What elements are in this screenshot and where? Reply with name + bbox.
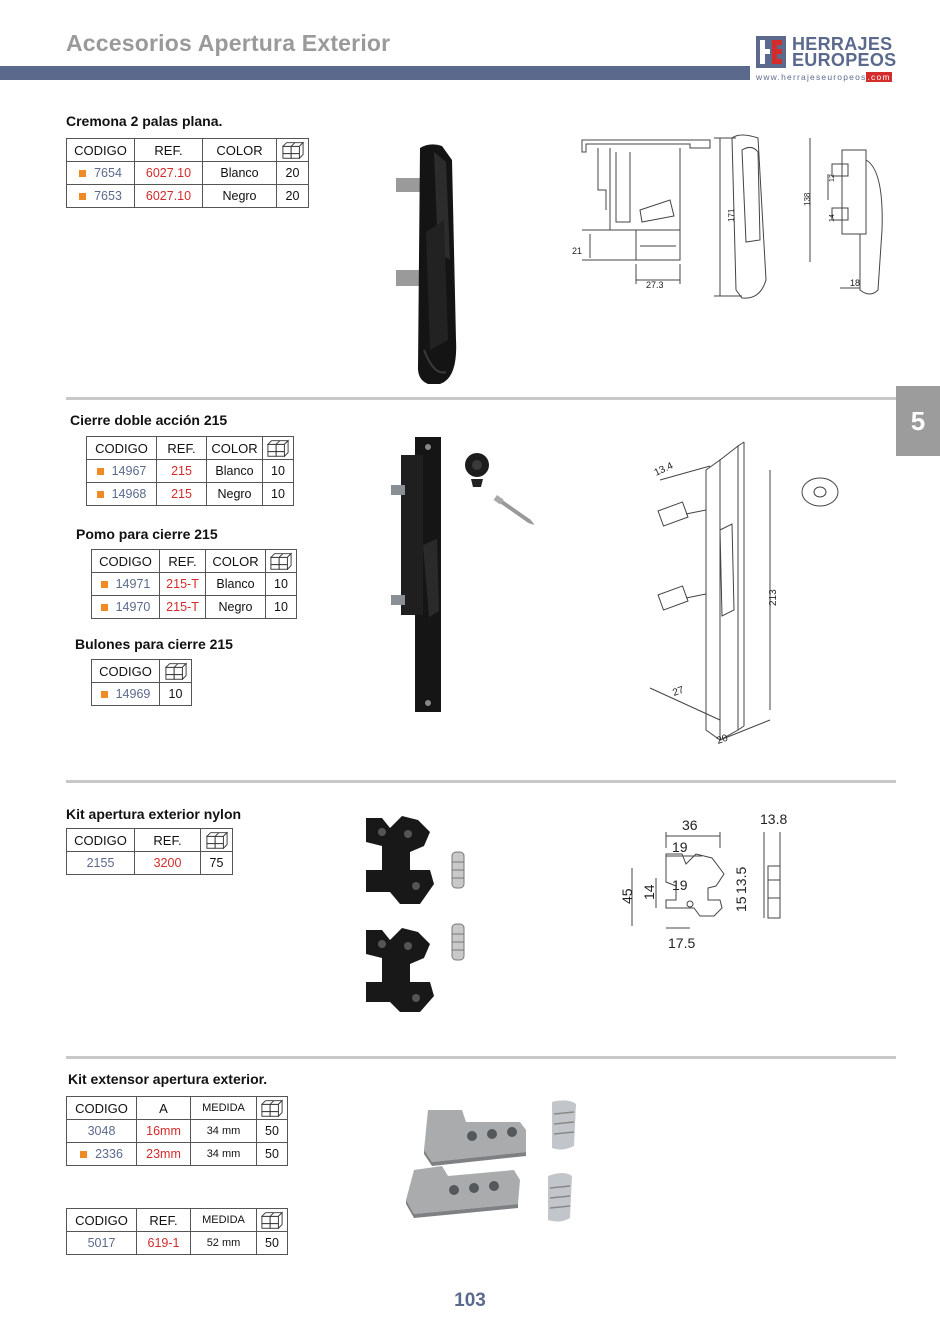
dim-label: 21 — [572, 246, 583, 256]
brand-logo-icon — [756, 36, 786, 68]
cell-ref: 215-T — [160, 596, 206, 619]
package-icon — [282, 140, 304, 160]
cremona-technical-drawing — [570, 130, 900, 305]
col-header-color: COLOR — [203, 139, 277, 162]
cell-codigo: 3048 — [67, 1120, 137, 1143]
cremona-handle-photo — [390, 140, 470, 390]
cell-codigo: 2336 — [67, 1143, 137, 1166]
bullet-icon — [97, 468, 104, 475]
section-title-kit-nylon: Kit apertura exterior nylon — [66, 806, 242, 822]
table-kit-extensor-2 — [66, 1208, 288, 1255]
cell-color: Negro — [206, 596, 266, 619]
col-header-qty — [266, 550, 297, 573]
dim-label: 14 — [641, 884, 657, 900]
col-header-color: COLOR — [207, 437, 263, 460]
col-header-qty — [263, 437, 294, 460]
dim-label: 14 — [829, 214, 836, 222]
bullet-icon — [101, 581, 108, 588]
cell-qty: 20 — [277, 185, 309, 208]
dim-label: 213 — [768, 589, 779, 606]
col-header-codigo: CODIGO — [67, 1097, 137, 1120]
section-title-bulones: Bulones para cierre 215 — [75, 636, 233, 652]
col-header-ref: REF. — [160, 550, 206, 573]
section-divider — [66, 397, 896, 400]
cell-qty: 75 — [201, 852, 233, 875]
table-row — [87, 460, 294, 483]
package-icon — [261, 1098, 283, 1118]
table-bulones — [91, 659, 192, 706]
cell-codigo: 14967 — [87, 460, 157, 483]
cell-qty: 20 — [277, 162, 309, 185]
cell-color: Blanco — [207, 460, 263, 483]
section-title-kit-extensor: Kit extensor apertura exterior. — [68, 1071, 268, 1087]
cell-qty: 10 — [160, 683, 192, 706]
cell-ref: 215-T — [160, 573, 206, 596]
col-header-codigo: CODIGO — [92, 550, 160, 573]
dim-label: 12 — [829, 174, 836, 182]
section-title-pomo: Pomo para cierre 215 — [76, 526, 218, 542]
cell-qty: 10 — [263, 483, 294, 506]
brand-name-line1: HERRAJES — [792, 34, 893, 54]
dim-label: 138 — [803, 192, 812, 206]
section-title-cremona: Cremona 2 palas plana. — [66, 113, 223, 129]
table-row — [67, 852, 233, 875]
cell-ref: 6027.10 — [135, 162, 203, 185]
package-icon — [261, 1210, 283, 1230]
table-row — [67, 185, 309, 208]
dim-label: 15 — [733, 896, 749, 912]
col-header-ref: REF. — [135, 139, 203, 162]
cell-qty: 50 — [257, 1232, 288, 1255]
table-row — [67, 1143, 288, 1166]
cell-ref: 619-1 — [137, 1232, 191, 1255]
cell-ref: 6027.10 — [135, 185, 203, 208]
col-header-qty — [257, 1097, 288, 1120]
col-header-medida: MEDIDA — [191, 1097, 257, 1120]
dim-label: 17.5 — [668, 935, 696, 951]
bullet-icon — [97, 491, 104, 498]
cell-codigo: 2155 — [67, 852, 135, 875]
col-header-qty — [277, 139, 309, 162]
table-cierre — [86, 436, 294, 506]
col-header-codigo: CODIGO — [87, 437, 157, 460]
dim-label: 18 — [850, 278, 861, 288]
bullet-icon — [101, 691, 108, 698]
table-pomo — [91, 549, 297, 619]
cell-qty: 50 — [257, 1120, 288, 1143]
cell-qty: 10 — [263, 460, 294, 483]
cell-qty: 10 — [266, 596, 297, 619]
cell-codigo: 7653 — [67, 185, 135, 208]
cell-medida: 34 mm — [191, 1120, 257, 1143]
cell-ref: 215 — [157, 483, 207, 506]
title-bar — [0, 66, 750, 80]
col-header-qty — [160, 660, 192, 683]
col-header-codigo: CODIGO — [67, 829, 135, 852]
dim-label: 13.8 — [760, 811, 788, 827]
dim-label: 171 — [727, 208, 736, 222]
chapter-tab[interactable]: 5 — [896, 386, 940, 456]
brand-logo — [752, 34, 898, 84]
cell-ref: 3200 — [135, 852, 201, 875]
col-header-codigo: CODIGO — [67, 1209, 137, 1232]
cell-codigo: 14971 — [92, 573, 160, 596]
table-row — [67, 1120, 288, 1143]
table-cremona — [66, 138, 309, 208]
page-number: 103 — [454, 1290, 486, 1311]
cierre-lock-photo — [385, 435, 545, 715]
cell-color: Blanco — [206, 573, 266, 596]
cell-ref: 215 — [157, 460, 207, 483]
col-header-ref: REF. — [157, 437, 207, 460]
dim-label: 19 — [672, 877, 688, 893]
table-row — [92, 573, 297, 596]
dim-label: 27.3 — [646, 280, 664, 290]
table-kit-nylon — [66, 828, 233, 875]
cell-color: Negro — [203, 185, 277, 208]
col-header-codigo: CODIGO — [67, 139, 135, 162]
col-header-medida: MEDIDA — [191, 1209, 257, 1232]
section-divider — [66, 780, 896, 783]
table-row — [92, 596, 297, 619]
col-header-color: COLOR — [206, 550, 266, 573]
table-row — [67, 1232, 288, 1255]
table-row — [87, 483, 294, 506]
table-row — [67, 162, 309, 185]
cell-codigo: 5017 — [67, 1232, 137, 1255]
cell-codigo: 7654 — [67, 162, 135, 185]
package-icon — [206, 830, 228, 850]
table-row — [92, 683, 192, 706]
cell-color: Blanco — [203, 162, 277, 185]
cell-medida: 52 mm — [191, 1232, 257, 1255]
dim-label: 19 — [672, 839, 688, 855]
bullet-icon — [80, 1151, 87, 1158]
section-divider — [66, 1056, 896, 1059]
extensor-kit-photo — [402, 1094, 592, 1226]
col-header-qty — [201, 829, 233, 852]
cell-medida: 34 mm — [191, 1143, 257, 1166]
dim-label: 36 — [682, 817, 698, 833]
bullet-icon — [79, 170, 86, 177]
cell-codigo: 14969 — [92, 683, 160, 706]
dim-label: 45 — [619, 888, 635, 904]
package-icon — [270, 551, 292, 571]
cell-codigo: 14968 — [87, 483, 157, 506]
cell-a: 23mm — [137, 1143, 191, 1166]
package-icon — [165, 661, 187, 681]
package-icon — [267, 438, 289, 458]
cell-a: 16mm — [137, 1120, 191, 1143]
dim-label: 27 — [671, 684, 686, 699]
brand-name-line2: EUROPEOS — [792, 50, 897, 70]
col-header-codigo: CODIGO — [92, 660, 160, 683]
cell-qty: 10 — [266, 573, 297, 596]
nylon-kit-photo — [360, 812, 480, 1017]
col-header-qty — [257, 1209, 288, 1232]
nylon-kit-technical-drawing — [612, 808, 822, 958]
table-kit-extensor — [66, 1096, 288, 1166]
page-title: Accesorios Apertura Exterior — [66, 30, 391, 56]
cell-codigo: 14970 — [92, 596, 160, 619]
col-header-ref: REF. — [135, 829, 201, 852]
brand-url[interactable]: www.herrajeseuropeos.com — [756, 72, 891, 82]
dim-label: 20 — [715, 732, 730, 747]
col-header-a: A — [137, 1097, 191, 1120]
cell-qty: 50 — [257, 1143, 288, 1166]
cell-color: Negro — [207, 483, 263, 506]
bullet-icon — [101, 604, 108, 611]
cierre-technical-drawing — [620, 440, 860, 755]
col-header-ref: REF. — [137, 1209, 191, 1232]
section-title-cierre: Cierre doble acción 215 — [70, 412, 228, 428]
dim-label: 13.5 — [733, 866, 749, 894]
dim-label: 13.4 — [652, 460, 675, 479]
bullet-icon — [79, 193, 86, 200]
